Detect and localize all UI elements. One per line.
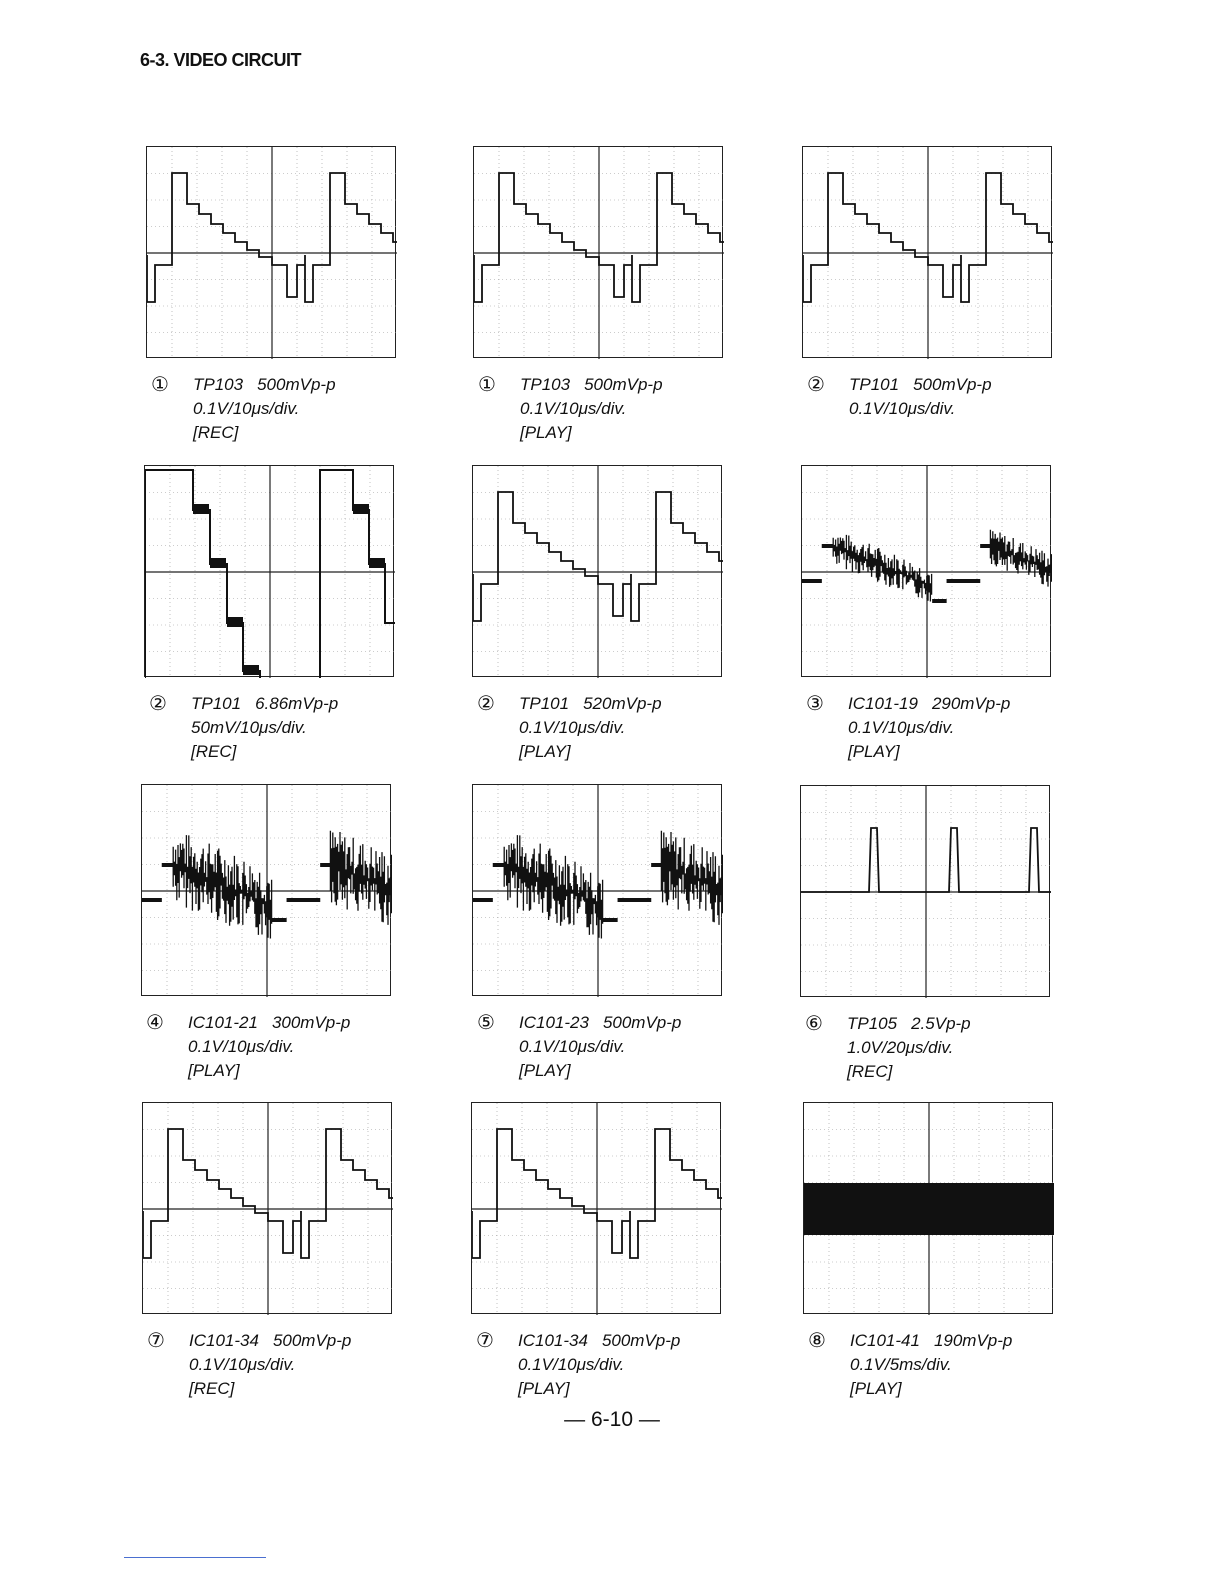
oscilloscope-screen [800,785,1050,997]
waveform-trace [473,785,723,997]
scale: 0.1V/10μs/div. [193,399,300,418]
mode: [PLAY] [850,1379,902,1398]
waveform-trace [145,466,395,678]
test-point: IC101-19 [848,694,918,713]
mode: [PLAY] [519,1061,571,1080]
test-point: TP101 [519,694,570,713]
waveform-trace [473,466,723,678]
amplitude: 2.5Vp-p [911,1014,971,1033]
amplitude: 300mVp-p [271,1013,351,1032]
circled-number: ② [477,693,495,715]
amplitude: 290mVp-p [931,694,1011,713]
oscilloscope-screen [144,465,394,677]
oscilloscope-screen [473,146,723,358]
scale: 50mV/10μs/div. [191,718,307,737]
oscilloscope-screen [472,465,722,677]
scale: 0.1V/10μs/div. [188,1037,295,1056]
test-point: TP103 [520,375,571,394]
scale: 0.1V/10μs/div. [189,1355,296,1374]
mode: [REC] [847,1062,893,1081]
amplitude: 500mVp-p [257,375,336,394]
circled-number: ⑥ [805,1013,823,1035]
scale: 0.1V/5ms/div. [850,1355,952,1374]
circled-number: ④ [146,1012,164,1034]
circled-number: ① [151,374,169,396]
waveform-trace [803,147,1053,359]
waveform-trace [802,466,1052,678]
test-point: TP101 [191,694,242,713]
circled-number: ⑦ [147,1330,165,1352]
page-number: — 6-10 — [564,1408,660,1431]
circled-number: ① [478,374,496,396]
scale: 0.1V/10μs/div. [519,718,626,737]
amplitude: 500mVp-p [272,1331,352,1350]
section-title: 6-3. VIDEO CIRCUIT [140,50,302,70]
amplitude: 190mVp-p [933,1331,1013,1350]
waveform-trace [142,785,392,997]
amplitude: 500mVp-p [601,1331,681,1350]
scale: 0.1V/10μs/div. [849,399,956,418]
waveform-trace [804,1103,1054,1315]
scale: 0.1V/10μs/div. [519,1037,626,1056]
waveform-trace [143,1103,393,1315]
mode: [REC] [193,423,239,442]
test-point: IC101-41 [850,1331,920,1350]
test-point: IC101-34 [518,1331,588,1350]
bottom-link-line [124,1557,266,1558]
test-point: IC101-23 [519,1013,589,1032]
oscilloscope-screen [142,1102,392,1314]
mode: [REC] [191,742,237,761]
amplitude: 520mVp-p [583,694,662,713]
mode: [PLAY] [520,423,572,442]
oscilloscope-screen [471,1102,721,1314]
mode: [PLAY] [188,1061,240,1080]
test-point: IC101-21 [188,1013,258,1032]
waveform-trace [147,147,397,359]
circled-number: ⑤ [477,1012,495,1034]
mode: [PLAY] [848,742,900,761]
waveform-trace [474,147,724,359]
oscilloscope-screen [802,146,1052,358]
scale: 0.1V/10μs/div. [520,399,627,418]
test-point: TP103 [193,375,244,394]
mode: [PLAY] [519,742,571,761]
waveform-trace [801,786,1051,998]
circled-number: ⑦ [476,1330,494,1352]
oscilloscope-screen [141,784,391,996]
circled-number: ② [149,693,167,715]
scale: 1.0V/20μs/div. [847,1038,954,1057]
scale: 0.1V/10μs/div. [518,1355,625,1374]
amplitude: 500mVp-p [913,375,992,394]
amplitude: 500mVp-p [602,1013,682,1032]
oscilloscope-screen [146,146,396,358]
amplitude: 6.86mVp-p [255,694,339,713]
oscilloscope-screen [803,1102,1053,1314]
mode: [REC] [189,1379,235,1398]
circled-number: ② [807,374,825,396]
scale: 0.1V/10μs/div. [848,718,955,737]
oscilloscope-screen [472,784,722,996]
circled-number: ⑧ [808,1330,826,1352]
circled-number: ③ [806,693,824,715]
oscilloscope-screen [801,465,1051,677]
amplitude: 500mVp-p [584,375,663,394]
test-point: TP101 [849,375,900,394]
mode: [PLAY] [518,1379,570,1398]
waveform-trace [472,1103,722,1315]
test-point: TP105 [847,1014,898,1033]
test-point: IC101-34 [189,1331,259,1350]
